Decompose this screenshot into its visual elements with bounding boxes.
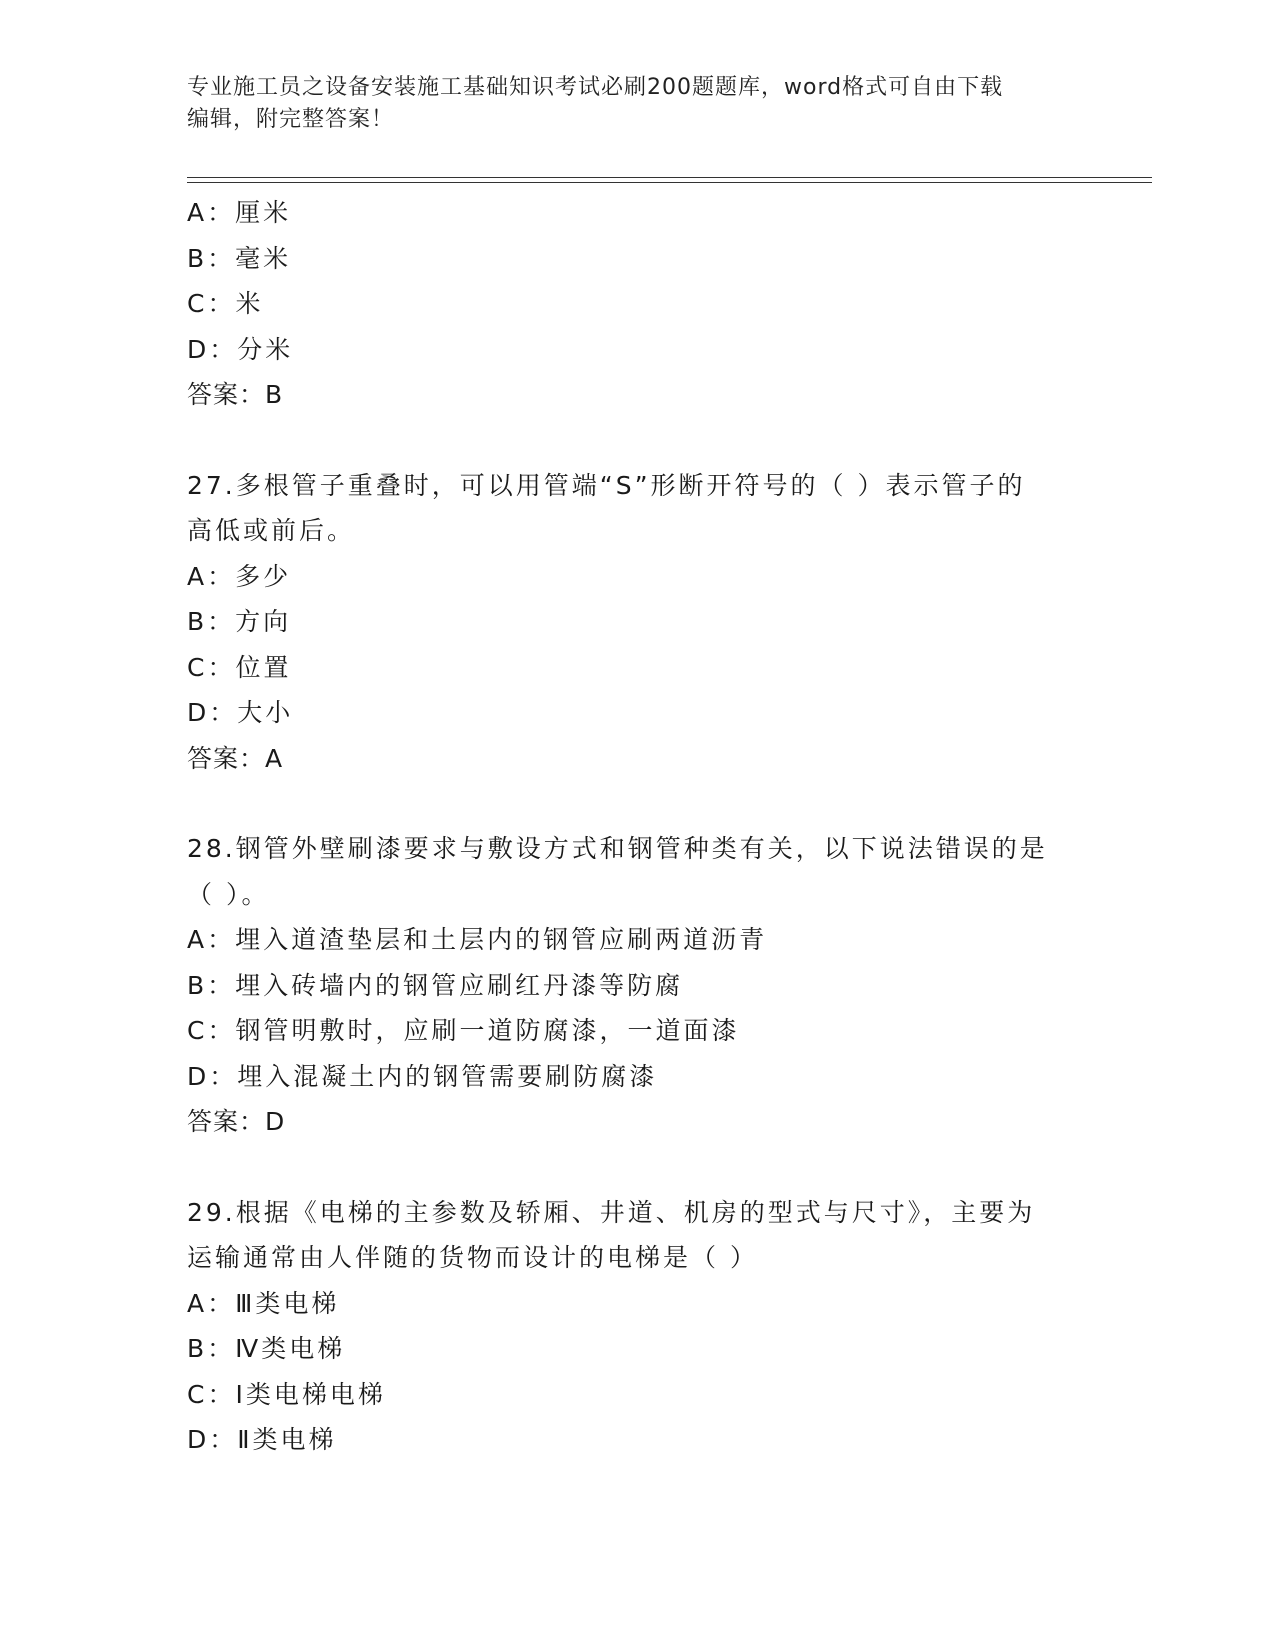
option-b: B：埋入砖墙内的钢管应刷红丹漆等防腐 — [187, 970, 684, 1000]
question-26 — [187, 190, 1087, 418]
question-stem-line-1: 28.钢管外壁刷漆要求与敷设方式和钢管种类有关，以下说法错误的是 — [187, 834, 1048, 863]
option-a: A：厘米 — [187, 198, 292, 227]
header-line-1: 专业施工员之设备安装施工基础知识考试必刷200题题库，word格式可自由下载 — [187, 75, 1004, 100]
question-stem-line-2: 运输通常由人伴随的货物而设计的电梯是（ ） — [187, 1243, 758, 1272]
option-d: D：分米 — [187, 334, 294, 364]
question-29 — [187, 1190, 1087, 1463]
question-27 — [187, 463, 1087, 782]
answer: 答案：A — [187, 743, 284, 773]
question-stem-line-1: 27.多根管子重叠时，可以用管端“S”形断开符号的（ ）表示管子的 — [187, 470, 1026, 500]
option-c: C：米 — [187, 289, 264, 318]
option-d: D：大小 — [187, 698, 294, 727]
option-b: B：毫米 — [187, 243, 292, 273]
option-c: C：钢管明敷时，应刷一道防腐漆，一道面漆 — [187, 1016, 740, 1045]
spacer — [187, 781, 1087, 826]
header-line-2: 编辑，附完整答案！ — [187, 107, 395, 132]
header-rule-bottom — [187, 182, 1152, 183]
header-rule-top — [187, 177, 1152, 178]
answer: 答案：D — [187, 1107, 286, 1136]
question-28 — [187, 826, 1087, 1145]
option-a: A：多少 — [187, 561, 292, 591]
question-stem-line-2: （ ）。 — [187, 879, 270, 909]
document-header — [187, 72, 1067, 136]
option-c: C：Ⅰ类电梯电梯 — [187, 1379, 386, 1409]
option-a: A：Ⅲ类电梯 — [187, 1288, 340, 1318]
option-d: D：埋入混凝土内的钢管需要刷防腐漆 — [187, 1061, 658, 1091]
option-b: B：Ⅳ类电梯 — [187, 1334, 346, 1363]
option-b: B：方向 — [187, 607, 292, 636]
option-c: C：位置 — [187, 652, 292, 682]
option-d: D：Ⅱ类电梯 — [187, 1425, 337, 1454]
question-stem-line-1: 29.根据《电梯的主参数及轿厢、井道、机房的型式与尺寸》，主要为 — [187, 1197, 1036, 1227]
spacer — [187, 418, 1087, 463]
question-content — [187, 190, 1087, 1463]
answer: 答案：B — [187, 380, 284, 409]
option-a: A：埋入道渣垫层和土层内的钢管应刷两道沥青 — [187, 925, 768, 954]
spacer — [187, 1145, 1087, 1190]
question-stem-line-2: 高低或前后。 — [187, 516, 356, 545]
